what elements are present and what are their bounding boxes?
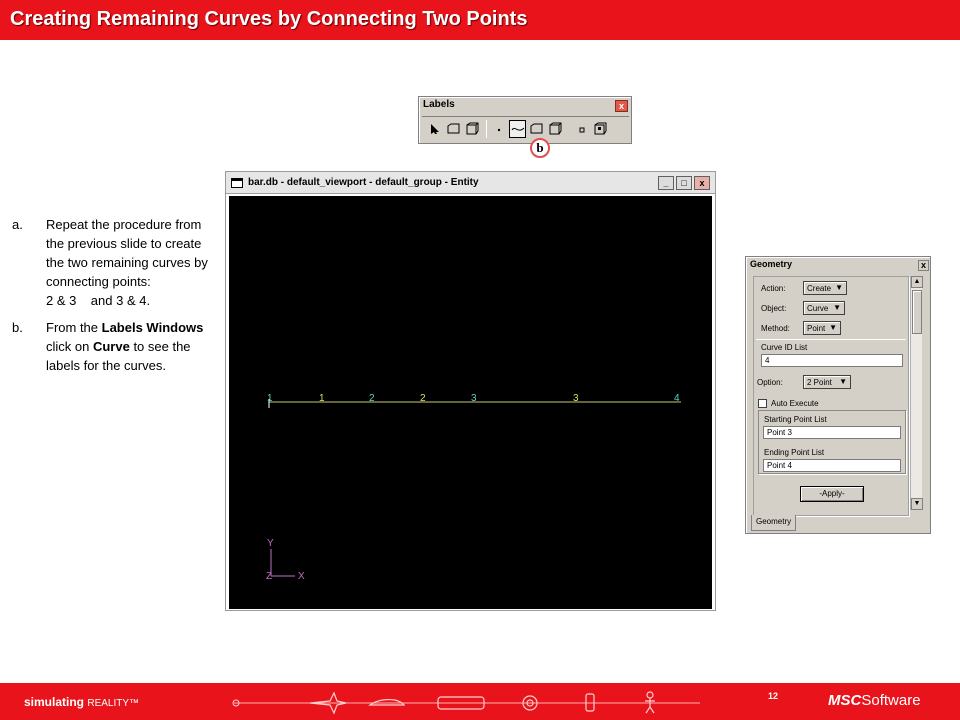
- maximize-button[interactable]: □: [676, 176, 692, 190]
- option-value: 2 Point: [807, 378, 832, 387]
- step-b-labels-windows: Labels Windows: [101, 320, 204, 335]
- solid-tool-icon[interactable]: [464, 120, 481, 138]
- curve-id-input[interactable]: 4: [761, 354, 903, 367]
- point-label-1: 1: [267, 393, 273, 404]
- scroll-up-icon[interactable]: ▲: [911, 276, 923, 288]
- instructions: [12, 215, 217, 383]
- viewport-title: bar.db - default_viewport - default_group - Entity: [248, 177, 479, 188]
- point-tool-icon[interactable]: [490, 120, 507, 138]
- labels-window-title: Labels: [423, 99, 455, 110]
- object-label: Object:: [761, 304, 787, 313]
- axis-label-y: Y: [267, 538, 274, 549]
- brand-logo: [828, 692, 921, 709]
- labels-window: [418, 96, 632, 144]
- action-value: Create: [807, 284, 832, 293]
- point-label-4: 4: [674, 393, 680, 404]
- viewport-titlebar: [226, 172, 715, 194]
- action-dropdown[interactable]: [803, 281, 847, 295]
- axis-label-z: Z: [266, 571, 273, 582]
- step-b-mid: click on: [46, 339, 93, 354]
- scroll-thumb[interactable]: [912, 290, 922, 334]
- tab-geometry[interactable]: Geometry: [751, 515, 796, 531]
- chevron-down-icon: ▼: [839, 377, 847, 386]
- footer-decoration-icons: [230, 687, 710, 717]
- method-dropdown[interactable]: [803, 321, 841, 335]
- person-icon: [647, 692, 653, 698]
- curve-tool-icon[interactable]: [509, 120, 526, 138]
- step-b: [12, 318, 217, 375]
- curve-label-1: 1: [319, 393, 325, 404]
- curve-id-label: Curve ID List: [761, 343, 808, 352]
- brand-rest: Software: [861, 692, 921, 709]
- step-b-post: to see the labels for the curves.: [46, 339, 191, 373]
- footer-tagline: [24, 695, 139, 709]
- action-label: Action:: [761, 284, 786, 293]
- window-icon: [231, 178, 243, 188]
- title-bar: [0, 0, 960, 40]
- ending-point-input[interactable]: Point 4: [763, 459, 901, 472]
- step-a-marker: a.: [12, 217, 23, 232]
- page-number: 12: [768, 691, 779, 701]
- scroll-down-icon[interactable]: ▼: [911, 498, 923, 510]
- geometry-title: Geometry: [750, 259, 793, 269]
- slide-title: Creating Remaining Curves by Connecting Two Points: [10, 8, 528, 30]
- surface-label-tool-icon[interactable]: [528, 120, 545, 138]
- toolbar-separator: [486, 120, 487, 138]
- tagline-bold: simulating: [24, 695, 85, 709]
- chevron-down-icon: ▼: [833, 303, 841, 312]
- step-b-marker: b.: [12, 320, 23, 335]
- close-button[interactable]: x: [694, 176, 710, 190]
- ending-point-label: Ending Point List: [764, 448, 825, 457]
- divider: [756, 339, 906, 340]
- object-value: Curve: [807, 304, 829, 313]
- labels-toolbar: [422, 116, 629, 140]
- labels-close-button[interactable]: x: [615, 100, 628, 112]
- apply-button[interactable]: -Apply-: [800, 486, 864, 502]
- step-a-text: Repeat the procedure from the previous slide to create the two remaining curves by connecting points:: [46, 217, 208, 289]
- geometry-panel: [745, 256, 931, 534]
- chevron-down-icon: ▼: [829, 323, 837, 332]
- chevron-down-icon: ▼: [835, 283, 843, 292]
- curve-label-3: 3: [573, 393, 579, 404]
- option-dropdown[interactable]: [803, 375, 851, 389]
- point-label-3: 3: [471, 393, 477, 404]
- curve-label-2: 2: [420, 393, 426, 404]
- point-label-2: 2: [369, 393, 375, 404]
- starting-point-input[interactable]: Point 3: [763, 426, 901, 439]
- callout-b: b: [530, 138, 550, 158]
- auto-execute-label: Auto Execute: [771, 399, 819, 408]
- step-b-curve: Curve: [92, 339, 130, 354]
- step-b-pre: From the: [46, 320, 102, 335]
- object-dropdown[interactable]: [803, 301, 845, 315]
- geometry-scrollbar[interactable]: [910, 276, 922, 510]
- geometry-close-button[interactable]: x: [918, 260, 929, 271]
- starting-point-label: Starting Point List: [764, 415, 827, 424]
- option-label: Option:: [757, 378, 783, 387]
- solid-label-tool-icon[interactable]: [547, 120, 564, 138]
- viewport-window: [225, 171, 716, 611]
- surface-tool-icon[interactable]: [445, 120, 462, 138]
- viewport-canvas[interactable]: [229, 196, 712, 609]
- method-value: Point: [807, 324, 826, 333]
- minimize-button[interactable]: _: [658, 176, 674, 190]
- node-tool-icon[interactable]: [573, 120, 590, 138]
- model-view: [229, 196, 712, 609]
- element-tool-icon[interactable]: [592, 120, 609, 138]
- step-a: [12, 215, 217, 310]
- tagline-rest: REALITY™: [87, 698, 140, 709]
- auto-execute-checkbox[interactable]: [758, 399, 767, 408]
- car-icon: [370, 700, 404, 705]
- footer: [0, 683, 960, 720]
- axis-label-x: X: [298, 571, 305, 582]
- brand-bold: MSC: [828, 692, 862, 709]
- method-label: Method:: [761, 324, 790, 333]
- arrow-tool-icon[interactable]: [426, 120, 443, 138]
- step-a-points: 2 & 3 and 3 & 4.: [46, 293, 151, 308]
